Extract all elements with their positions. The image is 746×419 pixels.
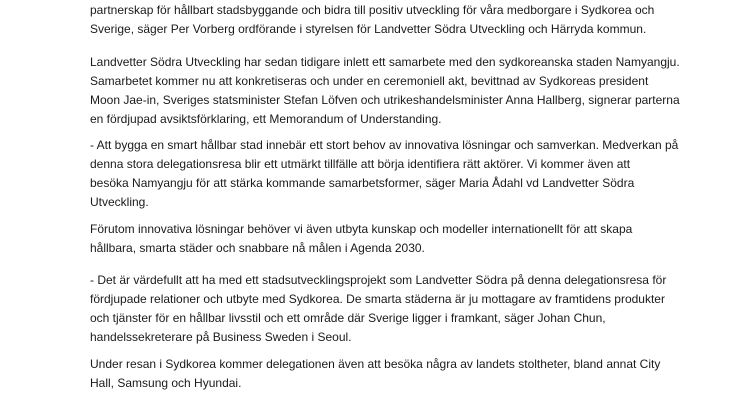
paragraph-1: [90, 1, 654, 39]
text-line: - Att bygga en smart hållbar stad innebär ett stort behov av innovativa lösningar och samverkan. Medverkan på: [90, 138, 679, 152]
paragraph-4: [90, 220, 632, 258]
text-line: Moon Jae-in, Sveriges statsminister Stefan Löfven och utrikeshandelsminister Anna Hallberg, signerar parterna: [90, 93, 680, 107]
paragraph-2: [90, 53, 680, 129]
text-line: Förutom innovativa lösningar behöver vi även utbyta kunskap och modeller internationellt för att skapa: [90, 222, 633, 236]
text-line: besöka Namyangju för att stärka kommande samarbetsformer, säger Maria Ådahl vd Landvetter Södra: [90, 176, 635, 190]
text-line: och tjänster för en hållbar livsstil och ett område där Sverige ligger i framkant, säger Johan Chun,: [90, 311, 606, 325]
text-line: Sverige, säger Per Vorberg ordförande i styrelsen för Landvetter Södra Utveckling och Härryda kommun.: [90, 22, 647, 36]
text-line: hållbara, smarta städer och snabbare nå målen i Agenda 2030.: [90, 241, 425, 255]
text-line: denna stora delegationsresa blir ett utmärkt tillfälle att börja identifiera rätt aktörer. Vi kommer även att: [90, 157, 631, 171]
paragraph-6: [90, 355, 660, 393]
text-line: Landvetter Södra Utveckling har sedan tidigare inlett ett samarbete med den sydkoreanska staden Namyangju.: [90, 55, 680, 69]
text-line: - Det är värdefullt att ha med ett stadsutvecklingsprojekt som Landvetter Södra på denna delegationsresa för: [90, 273, 667, 287]
text-line: Samarbetet kommer nu att konkretiseras och under en ceremoniell akt, bevittnad av Sydkoreas president: [90, 74, 649, 88]
text-line: Hall, Samsung och Hyundai.: [90, 376, 242, 390]
text-line: en fördjupad avsiktsförklaring, ett Memorandum of Understanding.: [90, 112, 442, 126]
text-line: Under resan i Sydkorea kommer delegationen även att besöka några av landets stoltheter, bland annat City: [90, 357, 661, 371]
paragraph-3: [90, 136, 678, 212]
text-line: handelssekreterare på Business Sweden i Seoul.: [90, 330, 352, 344]
text-line: fördjupade relationer och utbyte med Sydkorea. De smarta städerna är ju mottagare av framtidens produkter: [90, 292, 665, 306]
text-line: Utveckling.: [90, 195, 149, 209]
paragraph-5: [90, 271, 666, 347]
text-line: partnerskap för hållbart stadsbyggande och bidra till positiv utveckling för våra medborgare i Sydkorea och: [90, 3, 655, 17]
